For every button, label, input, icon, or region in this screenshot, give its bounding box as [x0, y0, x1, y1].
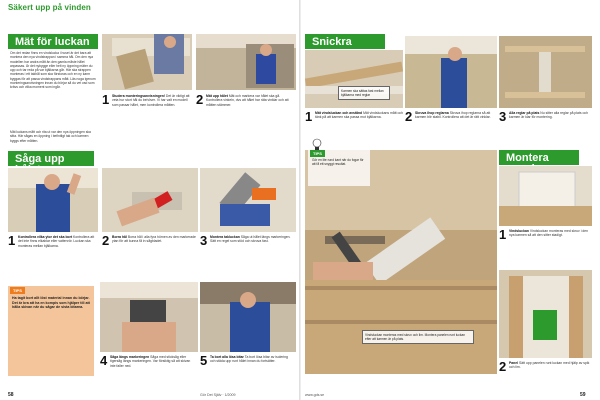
step-number: 1 [305, 109, 313, 124]
photo-frame-complete [499, 36, 592, 108]
photo-panel-install [499, 166, 592, 226]
page-number-right: 59 [580, 392, 586, 398]
heading-mat-for-luckan: Mät för luckan [8, 34, 98, 49]
intro-text-2: Mät luckans mått och rita ut var den nya öppningen ska sitta. Här sågas en öppning i befintligt tak och karmen byggs efter måtten. [10, 130, 91, 143]
photo-ceiling-hatch [196, 34, 296, 90]
step-caption: Borra hål Borra hål i alla fyra hörnen av den markerade ytan för att kunna få in sågbladet. [112, 235, 196, 244]
step-caption: Vindsluckan Vindsluckan monteras med skruv i den nya karmen så att den sitter stadigt. [509, 229, 589, 238]
step-number: 3 [499, 109, 507, 124]
step-caption: Mät upp hålet Mät och markera var hålet ska gå. Kontrollera vinkeln, dvs att hålet har räta vinklar och att måtten stämmer. [206, 94, 289, 107]
photo-panel-finish [499, 270, 592, 358]
tip-box-left [8, 286, 94, 376]
photo-check-ceiling [8, 168, 98, 232]
step-number: 2 [499, 359, 507, 374]
step-caption: Såga längs markeringen Såga med sticksåg eller tigersåg längs markeringen. Var försiktig så att skivan inte faller ned. [110, 355, 191, 368]
photo-remove-pieces [200, 282, 296, 352]
step-caption: Panel Sätt upp panelen runt luckan med hjälp av spik och lim. [509, 361, 590, 370]
lightbulb-icon [312, 138, 322, 152]
callout-ramen: Karmen ska sättas fast mellan bjälkarna med reglar [338, 86, 390, 100]
tip-text: Gör en lite rund kant när du fogar för att få ett snyggt resultat. [312, 158, 364, 166]
tip-label: TIPS [310, 150, 325, 157]
tip-label: TIPS [10, 287, 25, 294]
step-caption: Alla reglar på plats Nu sitter alla reglar på plats och karmen är klar för montering. [509, 111, 588, 120]
step-number: 1 [499, 227, 507, 242]
step-caption: Skruva ihop reglarna Skruva ihop reglarna så att karmen blir stabil. Kontrollera att det är rätt vinklar. [415, 111, 491, 120]
step-caption: Montera takluckan Såga ut hålet längs markeringen. Sätt en regel som stöd och skruva fast. [210, 235, 291, 244]
step-caption: Studera monteringsanvisningen! Det är viktigt att veta hur stort hål du behöver. Vi har valt en modell som passar hålet, men kontrollera måtten. [112, 94, 190, 107]
step-number: 1 [8, 233, 16, 248]
step-number: 5 [200, 353, 208, 368]
step-number: 1 [102, 92, 110, 107]
step-number: 2 [102, 233, 110, 248]
step-caption: Ta bort alla lösa bitar Ta bort lösa bitar av isolering och städa upp runt hålet innan du fortsätter. [210, 355, 288, 364]
step-number: 2 [196, 92, 204, 107]
page-gutter [299, 0, 301, 400]
footer-left: Gör Det Själv · 1/2009 [200, 393, 236, 397]
section-kicker: Säkert upp på vinden [8, 3, 91, 12]
step-number: 2 [405, 109, 413, 124]
caption-panel-text: Vindsluckan monteras med skruv och lim. Montera panelen runt luckan efter att karmen är på plats. [362, 330, 474, 344]
step-number: 3 [200, 233, 208, 248]
photo-measure-ceiling [102, 34, 192, 90]
step-caption: Kontrollera vilka ytor det ska bort Kontrollera att det inte finns elkablar eller vattenrör. Luckan ska monteras mellan bjälkarna. [18, 235, 95, 248]
photo-saw-along-line [100, 282, 198, 352]
photo-screw-frame [405, 36, 497, 108]
photo-saw-cut [200, 168, 296, 232]
tip-text: Ha tagit bort allt löst material innan du börjar. Det är bra att ha en kompis som hjälper till att hålla skivan när du sågar de sista bitarna. [12, 296, 90, 310]
heading-montera-panel: Montera [499, 150, 579, 165]
intro-text: Om det redan finns en vindslucka i huset är det bara att montera den nya vindstrappan i samma hål. Om den nya modellen har andra mått än den gamla måste hålet anpassas. Är det nybygge eller helt ny öppning mäter du upp och tar reda på var bjälkarna går. Här ska strappen monteras i ett takhål som ska förstoras och en ny karm byggas för att passa vindstrappans mått. Läs noga igenom monteringsanvisningen innan du börjar så du vet vad som krävs och vilka moment som ingår. [10, 51, 96, 90]
heading-snickra-ramen: Snickra [305, 34, 385, 49]
footer-right: www.gds.se [305, 393, 325, 397]
heading-saga-upp-halet: Såga upp [8, 151, 94, 166]
step-caption: Mät vindsluckan och avstånd Mät vindsluckans mått och tänk på att karmen ska passa mot bjälkarna. [315, 111, 404, 120]
photo-drill-holes [102, 168, 198, 232]
page-number-left: 58 [8, 392, 14, 398]
step-number: 4 [100, 353, 108, 368]
